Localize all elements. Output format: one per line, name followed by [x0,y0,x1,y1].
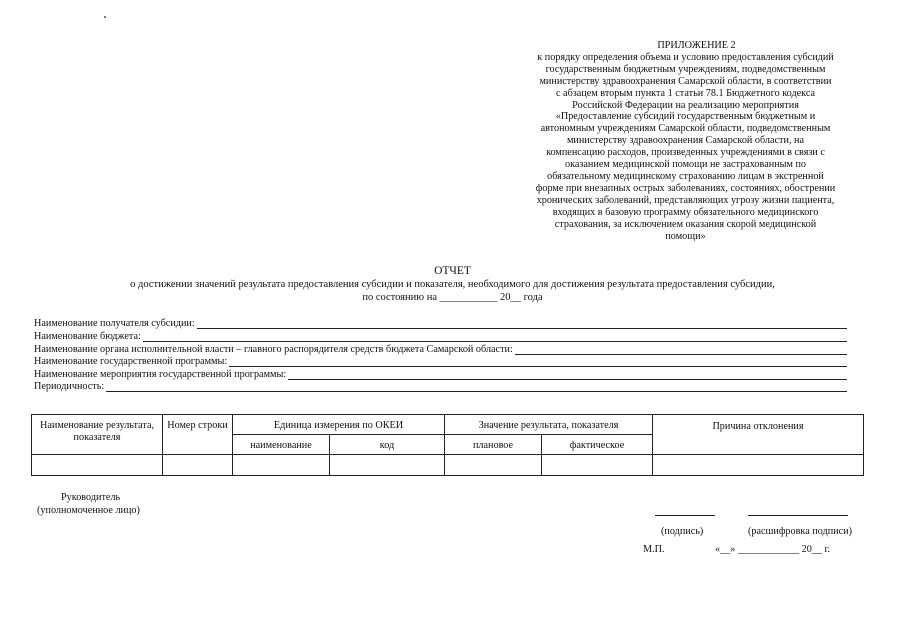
col-value-header: Значение результата, показателя [445,415,653,435]
col-result-header: Наименование результата, показателя [32,415,163,455]
col-planned-header: плановое [445,435,542,455]
scan-speck [104,16,106,18]
appendix-line: с абзацем вторым пункта 1 статьи 78.1 Бюджетного кодекса [555,87,816,99]
fill-line [515,345,847,355]
report-title: ОТЧЕТ [434,265,471,277]
stamp-placeholder: М.П. [643,544,665,555]
appendix-header [518,40,853,242]
field-label: Периодичность: [34,381,105,392]
fill-line [143,332,847,342]
field-recipient [34,317,847,329]
col-actual-header: фактическое [542,435,653,455]
signature-date-line: «__» ____________ 20__ г. [715,544,831,555]
field-authority [34,343,847,355]
appendix-line: министерству здравоохранения Самарской области, в соответствии [539,75,832,87]
table-header-row [32,415,864,435]
field-label: Наименование органа исполнительной власти – главного распорядителя средств бюджета Самарской области: [34,344,513,355]
field-label: Наименование получателя субсидии: [34,318,195,329]
field-activity [34,368,847,380]
col-row-number-header: Номер строки [163,415,233,455]
appendix-line: «Предоставление субсидий государственным бюджетным и [555,111,816,123]
report-date-line: по состоянию на ___________ 20__ года [362,292,543,303]
appendix-line: страхования, за исключением оказания скорой медицинской [554,218,817,230]
fill-line [197,319,847,329]
appendix-line: автономным учреждениям Самарской области, подведомственным [540,123,831,135]
table-cell [445,455,542,476]
appendix-line: оказанием медицинской помощи не застрахованным по [564,159,807,171]
appendix-line: компенсацию расходов, произведенных учреждениями в связи с [546,147,825,159]
table-row [32,455,864,476]
field-periodicity [34,380,847,392]
report-subtitle: о достижении значений результата предоставления субсидии и показателя, необходимого для достижения результата предоставления субсидии, [130,279,775,290]
field-budget [34,330,847,342]
appendix-line: хронических заболеваний, представляющих угрозу жизни пациента, [536,194,835,206]
appendix-line: форме при внезапных острых заболеваниях, состояниях, обострении [535,182,836,194]
report-table [31,414,864,476]
field-label: Наименование бюджета: [34,331,141,342]
signatory-title: Руководитель [61,492,121,503]
table-cell [233,455,330,476]
signature-caption: (подпись) [661,526,704,537]
appendix-line: к порядку определения объема и условию предоставления субсидий [537,51,834,63]
col-reason-header: Причина отклонения [653,415,864,455]
col-unit-header: Единица измерения по ОКЕИ [233,415,445,435]
field-program [34,355,847,367]
signature-decode-caption: (расшифровка подписи) [748,526,852,537]
report-heading [0,265,905,304]
appendix-line: помощи» [665,230,706,242]
appendix-text [518,52,853,243]
appendix-line: Российской Федерации на реализацию мероприятия [572,99,799,111]
appendix-title: ПРИЛОЖЕНИЕ 2 [657,40,736,51]
table-cell [653,455,864,476]
col-unit-name-header: наименование [233,435,330,455]
fill-line [229,357,847,367]
col-unit-code-header: код [330,435,445,455]
field-label: Наименование мероприятия государственной программы: [34,369,287,380]
table-cell [542,455,653,476]
table-cell [163,455,233,476]
table-cell [330,455,445,476]
signature-line [655,515,715,516]
table-cell [32,455,163,476]
appendix-line: государственным бюджетным учреждениям, подведомственным [545,63,826,75]
field-label: Наименование государственной программы: [34,356,228,367]
fill-line [106,382,847,392]
appendix-line: входящих в базовую программу обязательного медицинского [552,206,819,218]
fill-line [288,370,847,380]
appendix-line: обязательному медицинскому страхованию лицам в экстренной [547,170,824,182]
signatory-subtitle: (уполномоченное лицо) [37,505,140,516]
appendix-line: министерству здравоохранения Самарской области, на [566,135,805,147]
signature-decode-line [748,515,848,516]
